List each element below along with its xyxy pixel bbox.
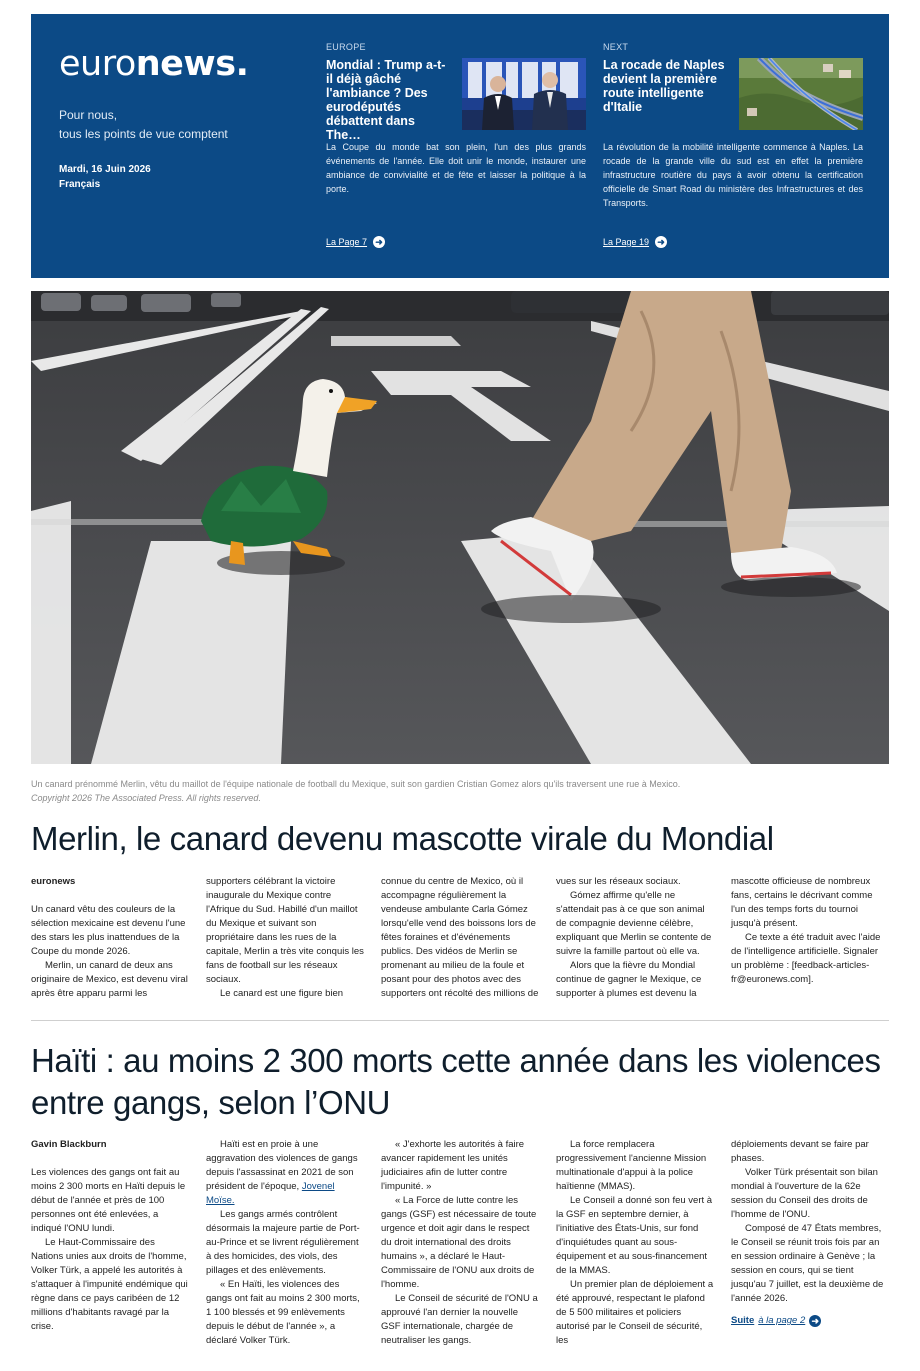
- teaser-europe: [326, 42, 586, 196]
- article-column: [206, 875, 364, 1001]
- article-paragraph: Composé de 47 États membres, le Conseil se réunit trois fois par an en session ordinaire à Genève ; la session en cours, qui se tient jusqu'au 7 juillet, est la deuxième de l'année 2026.: [731, 1223, 884, 1304]
- article-paragraph: Gómez affirme qu'elle ne s'attendait pas à ce que son animal de compagnie devienne célèbre, expliquant que Merlin se contente de suivre la famille partout où elle va.: [556, 890, 712, 957]
- issue-language: Français: [59, 179, 101, 190]
- teaser-title[interactable]: La rocade de Naples devient la première route intelligente d'Italie: [603, 58, 725, 114]
- article-paragraph: Le Haut-Commissaire des Nations unies aux droits de l'homme, Volker Türk, a appelé les autorités à s'attaquer à l'impunité endémique qui règne dans ce pays caribéen de 12 millions d'habitants ravagé par la crise.: [31, 1237, 188, 1332]
- article-1-headline[interactable]: Merlin, le canard devenu mascotte virale du Mondial: [31, 820, 774, 857]
- issue-date: Mardi, 16 Juin 2026: [59, 164, 151, 175]
- article-column: [31, 1138, 189, 1348]
- article-paragraph: Volker Türk présentait son bilan mondial à l'ouverture de la 62e session du Conseil des droits de l'homme de l'ONU.: [731, 1167, 878, 1220]
- arrow-right-circle-icon: ➜: [655, 236, 667, 248]
- jovenel-moise-link[interactable]: Jovenel Moïse.: [206, 1181, 335, 1206]
- article-paragraph: [206, 1138, 364, 1208]
- article-2-body: [31, 1138, 889, 1348]
- article-byline: Gavin Blackburn: [31, 1139, 107, 1150]
- logo-thin-part: euro: [59, 44, 136, 84]
- page-link-label: La Page 7: [326, 237, 368, 247]
- article-paragraph: Alors que la fièvre du Mondial continue de gagner le Mexique, ce supporter à plumes est devenu la: [556, 960, 702, 999]
- article-paragraph: Un premier plan de déploiement a été approuvé, respectant le plafond de 5 500 militaires et policiers autorisé par le Conseil de sécurité, les: [556, 1279, 714, 1346]
- article-paragraph: Les gangs armés contrôlent désormais la majeure partie de Port-au-Prince et se livrent régulièrement à des homicides, des viols, des pillages et des enlèvements.: [206, 1209, 360, 1276]
- article-divider: [31, 1020, 889, 1021]
- logo-bold-part: news.: [135, 44, 249, 84]
- hero-caption: [31, 777, 889, 805]
- euronews-logo[interactable]: [59, 44, 248, 84]
- article-paragraph: « En Haïti, les violences des gangs ont fait au moins 2 300 morts, 1 100 blessés et 99 enlèvements depuis le début de l'année », a déclaré Volker Türk.: [206, 1279, 360, 1346]
- tagline-line-2: tous les points de vue comptent: [59, 127, 228, 141]
- article-paragraph: Ce texte a été traduit avec l'aide de l'intelligence artificielle. Signaler un problème : [feedback-articles-fr@euronews.com].: [731, 932, 881, 985]
- teaser-body: La Coupe du monde bat son plein, l'un des plus grands événements de l'année. Elle doit unir le monde, instaurer une ambiance de convivialité et de fête et laisser la politique à la porte.: [326, 142, 586, 194]
- article-paragraph: Les violences des gangs ont fait au moins 2 300 morts en Haïti depuis le début de l'année et près de 100 personnes ont été enlevées, a indiqué l'ONU lundi.: [31, 1167, 186, 1234]
- article-paragraph: supporters célébrant la victoire inaugurale du Mexique contre l'Afrique du Sud. Habillé d'un maillot du Mexique et suivant son propriétaire dans les rues de la capitale, Merlin a très vite conquis les fans de football sur les réseaux sociaux.: [206, 876, 364, 985]
- brand-block: [59, 44, 248, 192]
- teaser-body: La révolution de la mobilité intelligente commence à Naples. La rocade de la grande ville du sud est en effet la première infrastructure routière du pays à avoir obtenu la certification officielle de Smart Road du ministère des Infrastructures et des Transports.: [603, 142, 863, 208]
- article-paragraph: Merlin, un canard de deux ans originaire de Mexico, est devenu viral après être apparu parmi les: [31, 960, 188, 999]
- article-paragraph: mascotte officieuse de nombreux fans, certains le décrivant comme l'un des temps forts du tournoi jusqu'à présent.: [731, 876, 873, 929]
- article-2-headline[interactable]: Haïti : au moins 2 300 morts cette année dans les violences entre gangs, selon l’ONU: [31, 1042, 881, 1121]
- article-column: [556, 875, 714, 1001]
- article-byline: euronews: [31, 876, 76, 887]
- continue-link[interactable]: [731, 1314, 889, 1328]
- hero-photo: [31, 291, 889, 764]
- teaser-kicker: EUROPE: [326, 42, 366, 52]
- article-paragraph: La force remplacera progressivement l'ancienne Mission multinationale d'appui à la police haïtienne (MMAS).: [556, 1139, 707, 1192]
- article-paragraph: Le Conseil a donné son feu vert à la GSF en septembre dernier, à l'initiative des États-Unis, sur fond d'inquiétudes quant au sous-équipement et au sous-financement de la MMAS.: [556, 1195, 713, 1276]
- article-column: [206, 1138, 364, 1348]
- caption-credit: Copyright 2026 The Associated Press. All rights reserved.: [31, 793, 261, 803]
- article-column: [31, 875, 189, 1001]
- article-paragraph: « La Force de lutte contre les gangs (GSF) est nécessaire de toute urgence et doit agir dans le respect du droit international des droits humains », a déclaré le Haut-Commissaire de l'ONU aux droits de l'homme.: [381, 1195, 537, 1290]
- arrow-right-circle-icon: ➜: [809, 1315, 821, 1327]
- article-1-body: [31, 875, 889, 1001]
- teaser-kicker: NEXT: [603, 42, 629, 52]
- caption-text: Un canard prénommé Merlin, vêtu du maillot de l'équipe nationale de football du Mexique, suit son gardien Cristian Gomez alors qu'ils traversent une rue à Mexico.: [31, 779, 681, 789]
- paragraph-text: Haïti est en proie à une aggravation des violences de gangs depuis l'assassinat en 2021 de son président de l'époque,: [206, 1139, 358, 1192]
- article-paragraph: Le canard est une figure bien: [220, 988, 344, 999]
- teaser-next: [603, 42, 863, 210]
- article-column: [381, 1138, 539, 1348]
- teaser-page-link[interactable]: [326, 236, 385, 248]
- article-column: [731, 875, 889, 1001]
- article-paragraph: « J'exhorte les autorités à faire avancer rapidement les unités judiciaires afin de lutter contre l'impunité. »: [381, 1139, 525, 1192]
- article-column: [381, 875, 539, 1001]
- tagline-line-1: Pour nous,: [59, 108, 118, 122]
- teaser-thumbnail-naples-road[interactable]: [739, 58, 863, 130]
- arrow-right-circle-icon: ➜: [373, 236, 385, 248]
- tagline: [59, 106, 248, 144]
- article-paragraph: Le Conseil de sécurité de l'ONU a approuvé l'an dernier la nouvelle GSF internationale, chargée de neutraliser les gangs.: [381, 1293, 538, 1346]
- continue-page: à la page 2: [758, 1315, 806, 1326]
- masthead: [31, 14, 889, 278]
- teaser-page-link[interactable]: [603, 236, 667, 248]
- article-paragraph: connue du centre de Mexico, où il accompagne régulièrement la vendeuse ambulante Carla Gómez lorsqu'elle vend des boissons lors de fêtes foraines et d'événements publics. Des vidéos de Merlin se promenant au milieu de la foule et posant pour des photos avec des supporters ont récolté des millions de: [381, 876, 539, 999]
- teaser-title[interactable]: Mondial : Trump a-t-il déjà gâché l'ambiance ? Des eurodéputés débattent dans The…: [326, 58, 446, 142]
- article-column: [731, 1138, 889, 1348]
- article-paragraph: Un canard vêtu des couleurs de la sélection mexicaine est devenu l'une des stars les plus inattendues de la Coupe du monde 2026.: [31, 904, 186, 957]
- continue-label: Suite: [731, 1315, 755, 1326]
- article-paragraph: déploiements devant se faire par phases.: [731, 1139, 869, 1164]
- article-paragraph: vues sur les réseaux sociaux.: [556, 876, 681, 887]
- teaser-thumbnail-debate[interactable]: [462, 58, 586, 130]
- issue-info: [59, 162, 248, 192]
- article-column: [556, 1138, 714, 1348]
- page-link-label: La Page 19: [603, 237, 650, 247]
